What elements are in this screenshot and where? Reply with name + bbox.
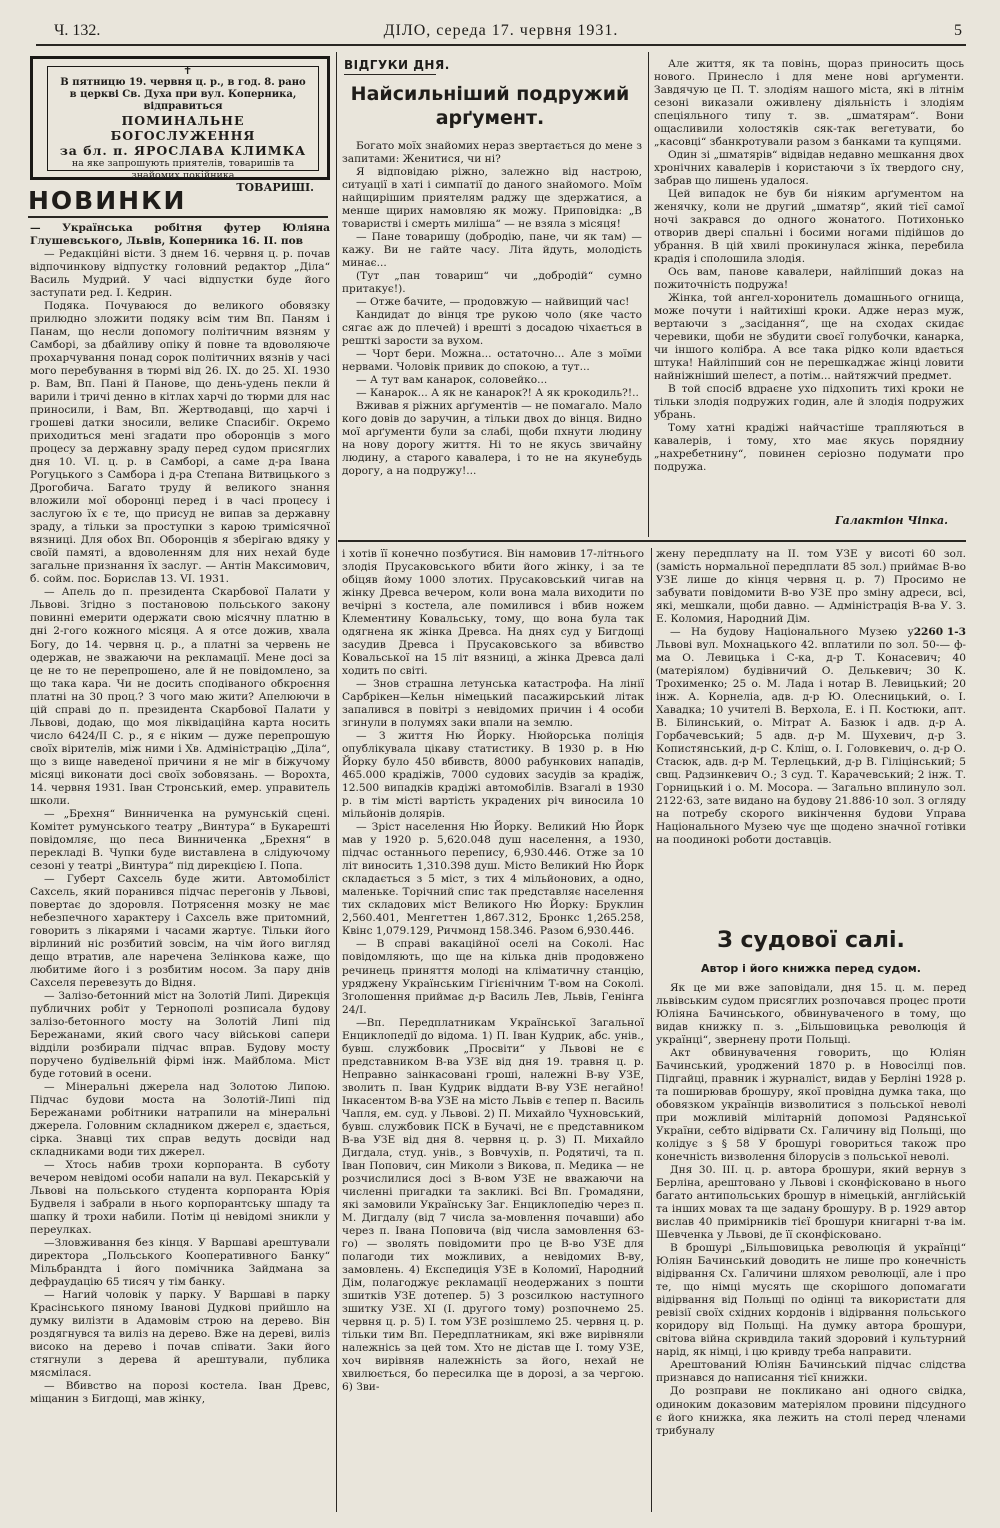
- newspaper-title: ДІЛО, середа 17. червня 1931.: [383, 22, 619, 39]
- novynky-p10: — Нагий чоловік у парку. У Варшаві в парку Красінського пяному Іванові Дудкові прийшло на думку вилізти в Адамовім строю на дерево. Він роздягнувся та виліз на дерево. Вже на дереві, виліз високо на дерево і почав співати. Заки його стягнули з дерева й арештували, публика мясмілася.: [30, 1289, 330, 1380]
- vidhuky-column-2: [654, 58, 964, 510]
- middle-p2: — З життя Ню Йорку. Нюйорська поліція опублікувала цікаву статистику. В 1930 р. в Ню Йорку було 450 вбивств, 8000 рабункових нападів, 465.000 крадіжів, 7000 судових засудів за крадіж, 12.500 випадків крадіжі автомобілів. Взагалі в 1930 р. в тім місті вартість украдених річ виносила 10 мільйонів долярів.: [342, 730, 644, 821]
- vidhuky-c2-p0: Але життя, як та повінь, щораз приносить щось нового. Принесло і для мене нові арґументи. Завдячую це П. Т. злодіям нашого міста, які в літнім сезоні виказали оживлену діяльність і злодіям спеціяльного типу т. зв. „шматярам“. Вони ощасливили холостяків сяк-так вегетувати, бо „касовці“ збанкротували разом з банками та купцями.: [654, 58, 964, 149]
- notice-deceased: за бл. п. ЯРОСЛАВА КЛИМКА: [59, 143, 307, 158]
- court-p5: До розправи не покликано ані одного свідка, одиноким доказовим матеріялом провини підсудного є його книжка, яка лежить на столі перед членами трибуналу: [656, 1385, 966, 1437]
- vidhuky-column-1: [342, 140, 642, 532]
- vidhuky-c1-p2: — Пане товаришу (добродію, пане, чи як там) — кажу. Ви не гайте часу. Літа йдуть, молодість минає...: [342, 231, 642, 270]
- novynky-p7: — Мінеральні джерела над Золотою Липою. Підчас будови моста на Золотій-Липі під Бережанами робітники натрапили на мінеральні джерела. Головним складником джерел є, здається, сірка. Знавці тих справ ведуть досвіди над складниками води тих джерел.: [30, 1081, 330, 1159]
- middle-p1: — Знов страшна летунська катастрофа. На лінії Сарбрікен—Кельн німецький пасажирський літак запалився в повітрі з невідомих причин і 4 особи згинули в полумях заки впали на землю.: [342, 678, 644, 730]
- section-rule: [338, 540, 966, 542]
- page-header: [36, 18, 966, 46]
- notice-line-1: В пятницю 19. червня ц. р., в год. 8. рано: [60, 77, 306, 88]
- vidhuky-c2-p6: Тому хатні крадіжі найчастіше трапляються в кавалерів, і тому, хто має якусь порядниу „нахребетнину“, повинен серіозно подумати про подружа.: [654, 422, 964, 474]
- court-title: З судової салі.: [717, 928, 905, 953]
- vidhuky-tag: ВІДГУКИ ДНЯ.: [344, 58, 450, 72]
- vidhuky-c1-p7: — А тут вам канарок, соловейко...: [356, 374, 548, 387]
- vidhuky-c2-p1: Один зі „шматярів“ відвідав недавно мешкання двох хронічних кавалерів і користаючи з їх твердого сну, забрав що лишень удалося.: [654, 149, 964, 188]
- notice-service: ПОМИНАЛЬНЕ БОГОСЛУЖЕННЯ: [110, 113, 256, 143]
- middle-p3: — Зріст населення Ню Йорку. Великий Ню Йорк мав у 1920 р. 5,620.048 душ населення, а 1930, підчас останнього перепису, 6,930.446. Отже за 10 літ виносить 1,310.398 душ. Місто Великий Ню Йорк складається з 5 міст, з тих 4 мільйонових, а одно, маленьке. Торічний спис так представляє населення тих складових міст Великого Ню Йорку: Бруклин 2,560.401, Менгеттен 1,867.312, Бронкс 1,265.258, Квінс 1,079.129, Ричмонд 158.346. Разом 6,930.446.: [342, 821, 644, 938]
- novynky-p8: — Хтось набив трохи корпоранта. В суботу вечером невідомі особи напали на вул. Пекарській у Львові на польського студента корпоранта Юрія Будвеля і забрали в нього корпорантську шпаду та шапку й трохи набили. Потім ці невідомі зникли у переулках.: [30, 1159, 330, 1237]
- right-p0: жену передплату на II. том УЗЕ у висоті 60 зол. (замість нормальної передплати 85 зол.) приймає В-во УЗЕ лише до кінця червня ц. р. 7) Просимо не забувати повідомити В-во УЗЕ про зміну адреси, всі, які, мешкали, щоби давно. — Адміністрація В-ва У. З. Е. Коломия, Народний Дім.: [656, 548, 966, 626]
- cross-icon: ✝: [183, 64, 193, 77]
- vidhuky-c1-p0: Богато моїх знайомих нераз звертається до мене з запитами: Женитися, чи ні?: [342, 140, 642, 166]
- vidhuky-c1-p9: Вживав я ріжних арґументів — не помагало. Мало кого довів до заручин, а тільки двох до вінця. Видно мої арґументи були за слабі, щоби пхнути людину на нову дорогу життя. Ні то не якусь звичайну людину, а старого кавалера, і то не на якунебудь дорогу, а на подружу!...: [342, 400, 642, 478]
- vidhuky-c2-p2: Цей випадок не був би ніяким арґументом на женячку, коли не другий „шматяр“, який тієї самої ночі закрався до одного жонатого. Потихонько отворив двері спальні і босими ногами підійшов до убрання. В цій хвилі прокинулася жінка, перебила крадія і сполошила злодія.: [654, 188, 964, 266]
- novynky-p9: —Зловживання без кінця. У Варшаві арештували директора „Польського Кооперативного Банку“ Мільбрандта і його помічника Зайдмана за дефраудацію 65 тисяч у тім банку.: [30, 1237, 330, 1289]
- court-column: [656, 982, 966, 1512]
- memorial-notice: [30, 56, 330, 194]
- court-p3: В брошурі „Більшовицька революція й українці“ Юліян Бачинський доводить не лише про конечність відірвання Сх. Галичини шляхом революції, але і про те, що німці мусять ще скорішого допомагати відірвання від Польщі по одінці та використати для ревізії своїх східних кордонів і відірвання польського коридору від Польщі. На думку автора брошури, світова війна скривдила такий здоровий і культурний нарід, як німці, і цю кривду треба направити.: [656, 1242, 966, 1359]
- court-p4: Арештований Юліян Бачинський підчас слідства признався до написання тієї книжки.: [656, 1359, 966, 1385]
- vidhuky-c2-p5: В той спосіб вдраєне ухо підхопить тихі кроки не тільки злодія подружих годин, але й злодія подружих убрань.: [654, 383, 964, 422]
- novynky-column: [30, 222, 330, 1512]
- novynky-heading: НОВИНКИ: [28, 186, 187, 215]
- vidhuky-c1-p3: (Тут „пан товариш“ чи „добродій“ сумно притакує!).: [342, 270, 642, 296]
- middle-p0: і хотів її конечно позбутися. Він намовив 17-літнього злодія Прусаковського вбити його жінку, і за те обіцяв йому 1000 злотих. Прусаковський чигав на жінку Древса вечером, коли вона мала виходити по вечірні з костела, але помилився і вбив ножем Клементину Ковальську, тому, що вона була так одягнена як жінка Древса. На днях суд у Бигдощі засудив Древса і Прусаковського за вбивство Ковальської на 15 літ вязниці, а жінка Древса далі ходить по світі.: [342, 548, 644, 678]
- vidhuky-c1-p5: Кандидат до вінця тре рукою чоло (яке часто сягає аж до плечей) і врешті з досадою чіхається в решткі зарости за вухом.: [342, 309, 642, 348]
- notice-line-2: в церкві Св. Духа при вул. Коперника,: [69, 89, 297, 100]
- vidhuky-c2-p4: Жінка, той ангел-хоронитель домашнього огнища, може почути і найтихіші кроки. Адже нераз муж, вертаючи з „засідання“, ще на сходах скидає черевики, щоби не збудити своєї голубочки, канарка, чи іншого колібра. А все така рідко коли вдається штука! Найліпший сон не перешкаджає жінці ловити найніжніший шелест, а потім... найтяжчий предмет.: [654, 292, 964, 383]
- vidhuky-c1-p1: Я відповідаю ріжно, залежно від настрою, ситуації в хаті і симпатії до даного знайомого. Моїм найщирішим приятелям раджу ще здержатися, а менше щирих намовляю як можу. Приповідка: „В товаристві і смерть миліша“ — не взяла з місяця!: [342, 166, 642, 231]
- column-rule-2: [648, 52, 649, 537]
- court-subtitle: Автор і його книжка перед судом.: [701, 962, 921, 975]
- middle-p4: — В справі вакаційної оселі на Соколі. Нас повідомляють, що ще на кілька днів продовжено речинець приняття молоді на кліматичну станцію, уряджену Українським Гігієнічним Т-вом на Соколі. Зголошення приймає д-р Василь Лев, Львів, Генінга 24/I.: [342, 938, 644, 1016]
- column-rule-3: [651, 548, 652, 1512]
- vidhuky-c2-p3: Ось вам, панове кавалери, найліпший доказ на пожиточність подружа!: [654, 266, 964, 292]
- novynky-p5: — Губерт Сахсель буде жити. Автомобіліст Сахсель, який поранився підчас перегонів у Львові, повертає до здоровля. Потрясення мозку не має небезпечного характеру і Сахсель вже притомний, говорить з лікарями і часами жартує. Тільки його вірлиний ніс розбитий зовсім, на чім його вигляд дещо втратив, але наречена Зелінкова каже, що любитиме його і з розбитим носом. За пару днів Сахселя перевезуть до Відня.: [30, 872, 330, 989]
- vidhuky-c1-p4: — Отже бачите, — продовжую — найвищий час!: [356, 296, 630, 309]
- middle-column: [342, 548, 644, 1512]
- vidhuky-c1-p8: — Канарок... А як не канарок?! А як крокодиль?!..: [356, 387, 639, 400]
- vidhuky-tag-rule: [344, 74, 436, 75]
- court-p1: Акт обвинувачення говорить, що Юліян Бачинський, уроджений 1870 р. в Новосілці пов. Підгайці, правник і журналіст, видав у Берліні 1928 р. та поширював брошуру, якої провідна думка така, що обовязком українців визволитися з польської неволі при можливій мілітарній допомозі Радянської України, себто відірвати Сх. Галичину від Польщі, що колідує з § 58 У брошурі говориться також про конечність визволення білорусів з польської неволі.: [656, 1047, 966, 1164]
- court-p0: Як це ми вже заповідали, дня 15. ц. м. перед львівським судом присяглих розпочався процес проти Юліяна Бачинського, обвинуваченого в тому, що видав книжку п. з. „Більшовицька революція й українці“, звернену проти Польщі.: [656, 982, 966, 1047]
- novynky-p11: — Вбивство на порозі костела. Іван Древс, міщанин з Бигдощі, мав жінку,: [30, 1380, 330, 1406]
- right-lower-column: жену передплату на II. том УЗЕ у висоті 60 зол. (замість нормальної передплати 85 зол.) приймає В-во УЗЕ лише до кінця червня ц. р. 7) Просимо не забувати повідомити В-во УЗЕ про зміну адреси, всі, які, мешкали, щоби давно. — Адміністрація В-ва У. З. Е. Коломия, Народний Дім. 2260 1-3 — На будову Національного Музею у Львові вул. Мохнацького 42. вплатили по зол. 50-— ф-ма О. Левицька і С-ка, д-р Т. Конасевич; 40 (матеріялом) будівничий О. Делькевич; 30 К. Трохименко; 25 о. М. Лада і нотар В. Левицький; 20 інж. А. Корнеліа, адв. д-р Ю. Олесницький, о. І. Хавадка; 10 учителі В. Верхола, Е. і П. Костюки, апт. В. Білинський, о. Мітрат А. Базюк і адв. д-р А. Горбачевський; 5 адв. д-р М. Шухевич, д-р З. Копистянський, д-р С. Кліш, о. І. Головкевич, о. д-р О. Стасюк, адв. д-р М. Терлецький, д-р В. Гіліцінський; 5 свщ. Радзинкевич О.; 3 суд. Т. Карачевський; 2 інж. Т. Горницький і о. М. Мосора. — Загально вплинуло зол. 2122·63, зате видано на будову 21.886·10 зол. З огляду на потребу скорого викінчення будови Управа Національного Музею чує ще щодено значної готівки на поодинокі роботи доставців.: [656, 548, 966, 847]
- vidhuky-c1-p6: — Чорт бери. Можна... остаточно... Але з моїми нервами. Чоловік привик до спокою, а тут...: [342, 348, 642, 374]
- vidhuky-signature: Галактіон Чіпка.: [835, 514, 948, 527]
- notice-frame: [47, 64, 319, 194]
- court-p2: Дня 30. III. ц. р. автора брошури, який вернув з Берліна, арештовано у Львові і сконфісковано в нього багато антипольських брошур в німецькій, англійській та інших мовах та ще задану брошуру. В р. 1929 автор вислав 40 примірників тієї брошури книгарні т-ва ім. Шевченка у Львові, де її сконфісковано.: [656, 1164, 966, 1242]
- notice-signers: ТОВАРИШІ.: [236, 181, 314, 194]
- vidhuky-title: Найсильніший подружий арґумент.: [350, 83, 630, 129]
- notice-invitation: на яке запрошують приятелів, товаришів та знайомих покійника: [71, 158, 295, 181]
- novynky-p4: — „Брехня“ Винниченка на румунській сцені. Комітет румунського театру „Винтура“ в Букарешті повідомляє, що песа Винниченка „Брехня“ в перекладі В. Чупки буде виставлена в слідуючому сезоні у театрі „Винтура“ під дирекцією І. Попа.: [30, 807, 330, 872]
- novynky-p2: Подяка. Почуваюся до великого обовязку прилюдно зложити подяку всім тим Вп. Паням і Панам, що несли допомогу політичним вязням у Самборі, за дбайливу опіку й повне та вдоволяюче прохарчування понад сорок політичних вязнів у часі мого перебування в тюрмі від 26. IX. до 25. XI. 1930 р. Вам, Вп. Пані й Панове, що день-удень пекли й варили і тричі денно в кітлах харчі до тюрми для нас приносили, і Вам, Вп. Жертводавці, що харчі і грошеві датки зносили, велике Спасибіг. Окремо приходиться мені згадати про оборонців з мого процесу за державну зраду перед судом присяглих дня 10. VI. ц. р. в Самборі, а саме д-ра Івана Рогуцького з Самбора і д-ра Степана Витвицького з Дрогобича. Багато труду й великого знання вложили мої оборонці перед і в часі процесу і заслугою їх є те, що присуд не випав за державну зраду, а тільки за проступки з карою тримісячної вязниці. Для обох Вп. Оборонців я зберігаю вдяку у своїй памяті, а вдоволенням для них нехай буде загальне признання їх заслуг. — Антін Максимович, б. сойм. пос. Борислав 13. VI. 1931.: [30, 300, 330, 586]
- novynky-p6: — Залізо-бетонний міст на Золотій Липі. Дирекція публичних робіт у Тернополі розписала будову залізо-бетонного мосту на Золотій Липі під Бережанами, який свого часу військові сапери відділи розбирали підчас вправ. Будову мосту поручено будівельній фірмі інж. Майблома. Міст буде готовий в осени.: [30, 989, 330, 1081]
- novynky-p1: — Редакційні вісти. З днем 16. червня ц. р. почав відпочинкову відпустку головний редактор „Діла“ Василь Мудрий. У часі відпустки буде його заступати ред. І. Кедрин.: [30, 248, 330, 300]
- page-number: 5: [954, 22, 962, 39]
- middle-p5: —Вп. Передплатникам Української Загальної Енциклопедії до відома. 1) П. Іван Кудрик, абс. унів., бувш. службовик „Просвіти“ у Львові не є представником В-ва УЗЕ від дня 19. травня ц. р. Неправно заінкасовані гроші, належні В-ву УЗЕ, зволить п. Іван Кудрик віддати В-ву УЗЕ негайно! Інкасентом В-ва УЗЕ на місто Львів є тепер п. Василь Чапля, ем. суд. у Львові. 2) П. Михайло Чухновський, бувш. службовик ПСК в Бучачі, не є представником В-ва УЗЕ від дня 8. червня ц. р. 3) П. Михайло Дигдала, студ. унів., з Вовчухів, п. Родятичі, та п. Іван Попович, син Миколи з Викова, п. Медика — не розчислилися досі з В-вом УЗЕ не вважаючи на численні пригадки та закликі. Всі Вп. Громадяни, які замовили Українську Заг. Енциклопедію через п. М. Дигдалу (від 7 числа за-мовлення почавши) або через п. Івана Поповича (від числа замовлення 63-го) — зволять повідомити про це В-во УЗЕ для полагоди тих можливих, а невідомих В-ву, замовлень. 4) Експедиція УЗЕ в Коломиї, Народний Дім, полагоджує рекламації неодержаних з пошти зшитків УЗЕ дотепер. 5) З розсилкою наступного зшитку УЗЕ. XI (I. другого тому) розпочнемо 25. червня ц. р. 5) I. том УЗЕ розішлемо 25. червня ц. р. тільки тим Вп. Передплатникам, які вже вирівняли належнісь за цей том. Хто не дістав ще I. тому УЗЕ, хоч вирівняв належність за його, нехай не хвилюється, бо пересилка ще в дорозі, а за чергою. 6) Зви-: [342, 1016, 644, 1393]
- novynky-p3: — Апель до п. президента Скарбової Палати у Львові. Згідно з постановою польського закону повинні емерити одержати свою місячну платню в дні 2-гого кожного місяця. А я отсе дожив, хвала Богу, до 14. червня ц. р., а платні за червень не одержав, не зважаючи на рекламації. Мене досі за це не то не перепрошено, але й не повідомлено, за що така кара. Чи не досить сподіваного обкроєння платні на 30 проц.? З чого маю жити? Апелюючи в цій справі до п. президента Скарбової Палати у Львові, додаю, що моя ліквідаційна карта носить число 6424/II C. р., я є ніким — дуже перепрошую своїх вірителів, між ними і Хв. Адміністрацію „Діла“, що з вище наведеної причини я не міг в бiжучому місяці виконати досі своїх зобовязань. — Ворохта, 14. червня 1931. Іван Стронський, емер. управитель школи.: [30, 586, 330, 807]
- novynky-rule: [28, 216, 328, 218]
- notice-line-3: відправиться: [143, 101, 223, 112]
- page-label: Ч. 132.: [54, 22, 101, 39]
- column-rule-1: [336, 52, 337, 1512]
- novynky-p0: — Українська робітня футер Юліяна Глушевського, Львів, Коперника 16. II. пов: [30, 222, 330, 248]
- right-p1: — На будову Національного Музею у Львові вул. Мохнацького 42. вплатили по зол. 50-— ф-ма О. Левицька і С-ка, д-р Т. Конасевич; 40 (матеріялом) будівничий О. Делькевич; 30 К. Трохименко; 25 о. М. Лада і нотар В. Левицький; 20 інж. А. Корнеліа, адв. д-р Ю. Олесницький, о. І. Хавадка; 10 учителі В. Верхола, Е. і П. Костюки, апт. В. Білинський, о. Мітрат А. Базюк і адв. д-р А. Горбачевський; 5 адв. д-р М. Шухевич, д-р З. Копистянський, д-р С. Кліш, о. І. Головкевич, о. д-р О. Стасюк, адв. д-р М. Терлецький, д-р В. Гіліцінський; 5 свщ. Радзинкевич О.; 3 суд. Т. Карачевський; 2 інж. Т. Горницький і о. М. Мосора. — Загально вплинуло зол. 2122·63, зате видано на будову 21.886·10 зол. З огляду на потребу скорого викінчення будови Управа Національного Музею чує ще щодено значної готівки на поодинокі роботи доставців.: [656, 626, 966, 847]
